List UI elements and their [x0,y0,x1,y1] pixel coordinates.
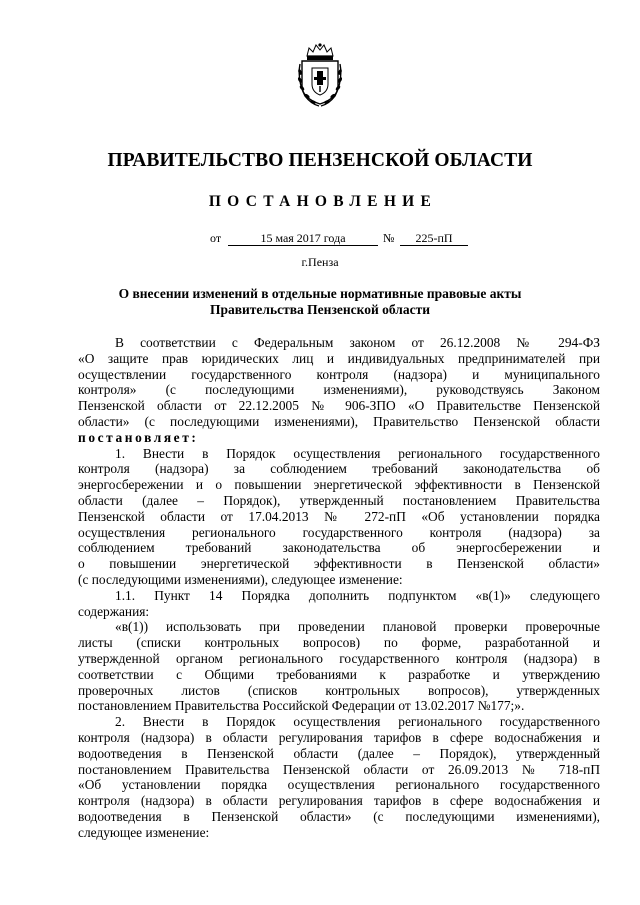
city: г.Пенза [301,255,339,269]
body-line: 1. Внести в Порядок осуществления регионального государственного [115,445,600,461]
body-line: (с последующими изменениями), следующее изменение: [78,571,403,587]
resolution-word: постановляет: [78,429,199,445]
body-line: проверочных листов (списков контрольных вопросов), утвержденных [78,682,600,698]
body-line: осуществлении государственного контроля (надзора) и муниципального [78,366,600,382]
body-line: области» (с последующими изменениями), Правительство Пензенской области [78,413,600,429]
body-line: контроля (надзора) за соблюдением требований законодательства об [78,461,600,477]
date-label: от [210,231,222,245]
body-line: соблюдением требований законодательства об энергосбережении и [78,540,600,556]
date-value: 15 мая 2017 года [228,231,378,246]
body-line: утвержденной органом регионального государственного контроля (надзора) в [78,650,600,666]
body-line: области (далее – Порядок), утвержденный постановлением Правительства [78,492,600,508]
document-subject [90,286,550,318]
body-line: следующее изменение: [78,824,210,840]
body-line: контроля» (с последующими изменениями), руководствуясь Законом [78,382,600,398]
body-line: Пензенской области от 22.12.2005 № 906-ЗПО «О Правительстве Пензенской [78,398,600,414]
body-line: содержания: [78,603,150,619]
body-line: 1.1. Пункт 14 Порядка дополнить подпунктом «в(1)» следующего [115,587,600,603]
number-value: 225-пП [400,231,468,246]
body-line: контроля (надзора) в области регулирования тарифов в сфере водоснабжения и [78,793,600,809]
subject-line: О внесении изменений в отдельные нормативные правовые акты [118,286,522,301]
document-type: ПОСТАНОВЛЕНИЕ [208,193,438,210]
body-line: «О защите прав юридических лиц и индивидуальных предпринимателей при [78,350,600,366]
document-body [78,335,600,841]
body-line: Пензенской области от 17.04.2013 № 272-пП «Об установлении порядка [78,508,600,524]
body-line: энергосбережении и о повышении энергетической эффективности в Пензенской [78,477,600,493]
body-line: контроля (надзора) в области регулирования тарифов в сфере водоснабжения и [78,729,600,745]
subject-line: Правительства Пензенской области [209,302,431,317]
body-line: постановлением Правительства Российской Федерации от 13.02.2017 №177;». [78,698,525,714]
body-line: листы (списки контрольных вопросов) по форме, разработанной и [78,635,600,651]
body-line: В соответствии с Федеральным законом от 26.12.2008 № 294-ФЗ [115,335,600,350]
body-line: 2. Внести в Порядок осуществления регионального государственного [115,714,600,730]
government-title: ПРАВИТЕЛЬСТВО ПЕНЗЕНСКОЙ ОБЛАСТИ [107,150,533,171]
date-number-row [210,231,470,249]
body-line: «в(1)) использовать при проведении плановой проверки проверочные [115,619,600,635]
body-line: водоотведения в Пензенской области (далее – Порядок), утвержденный [78,745,600,761]
body-line: «Об установлении порядка осуществления регионального государственного [78,777,600,793]
coat-of-arms-icon [297,42,343,108]
body-line: постановлением Правительства Пензенской области от 26.09.2013 № 718-пП [78,761,600,777]
body-line: соответствии с Общими требованиями к разработке и утверждению [78,666,600,682]
body-line: осуществления регионального государственного контроля (надзора) за [78,524,600,540]
number-label: № [383,231,395,245]
body-line: о повышении энергетической эффективности в Пензенской области» [78,556,600,572]
body-line: водоотведения в Пензенской области» (с последующими изменениями), [78,808,600,824]
